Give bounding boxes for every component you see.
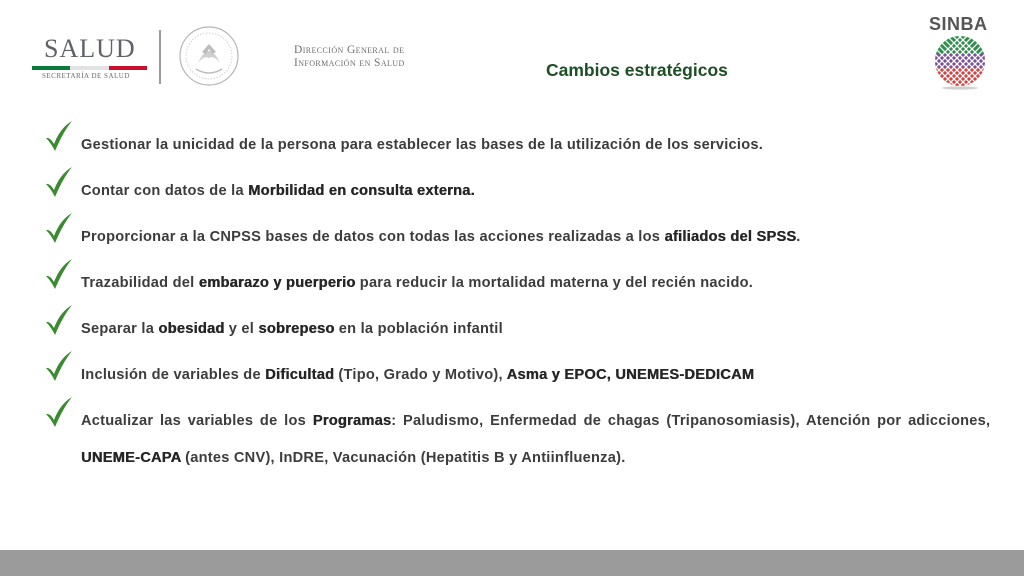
emphasis-text: obesidad [158, 321, 225, 337]
emphasis-text: Asma y EPOC, UNEMES-DEDICAM [506, 367, 755, 383]
emphasis-text: Programas [312, 413, 392, 429]
salud-logo-subtitle: SECRETARÍA DE SALUD [42, 72, 130, 80]
list-item-text [81, 348, 944, 394]
list-item [44, 210, 944, 256]
checkmark-icon [44, 304, 74, 336]
list-item-text [81, 256, 944, 302]
list-item-text [81, 394, 991, 477]
dgis-line-2: Información en Salud [294, 57, 405, 69]
text-run: Proporcionar a la CNPSS bases de datos con todas las acciones realizadas a los [81, 229, 665, 245]
text-run: Actualizar las variables de los [81, 413, 313, 429]
logo-divider [159, 30, 161, 84]
list-item-text [81, 210, 944, 256]
text-run: Contar con datos de la [81, 183, 249, 199]
text-run: Separar la [81, 321, 159, 337]
list-item [44, 256, 944, 302]
salud-logo-stripe [32, 66, 147, 70]
list-item [44, 164, 944, 210]
emphasis-text: embarazo y puerperio [198, 275, 356, 291]
checkmark-icon [44, 396, 74, 428]
list-item-text [81, 118, 944, 164]
text-run: . [796, 229, 801, 245]
list-item [44, 394, 991, 468]
list-item-text-line-2 [81, 440, 944, 477]
dgis-logo [294, 44, 405, 70]
text-run: y el [224, 321, 259, 337]
text-run: (antes CNV), InDRE, Vacunación (Hepatitis B y Antiinfluenza). [180, 450, 626, 466]
salud-logo-word: SALUD [44, 34, 136, 63]
text-run: (Tipo, Grado y Motivo), [334, 367, 507, 383]
list-item [44, 118, 944, 164]
emphasis-text: sobrepeso [258, 321, 335, 337]
footer-band [0, 550, 1024, 576]
dgis-line-1: Dirección General de [294, 44, 405, 56]
page-title: Cambios estratégicos [546, 60, 728, 80]
emphasis-text: Morbilidad en consulta externa. [248, 183, 475, 199]
checkmark-icon [44, 120, 74, 152]
checkmark-icon [44, 350, 74, 382]
checkmark-icon [44, 212, 74, 244]
checkmark-icon [44, 166, 74, 198]
text-run: : Paludismo, Enfermedad de chagas (Tripanosomiasis), Atención por adicciones, [391, 413, 991, 429]
list-item-text [81, 302, 944, 348]
sinba-globe-icon [932, 35, 988, 91]
emphasis-text: afiliados del SPSS [664, 229, 797, 245]
emphasis-text: UNEME-CAPA [81, 450, 181, 466]
list-item [44, 348, 944, 394]
text-run: para reducir la mortalidad materna y del recién nacido. [355, 275, 754, 291]
mexico-seal-icon [178, 25, 240, 87]
list-item [44, 302, 944, 348]
salud-logo [32, 34, 150, 82]
text-run: Inclusión de variables de [81, 367, 266, 383]
strategic-changes-list [44, 118, 991, 468]
sinba-label: SINBA [929, 14, 988, 34]
list-item-text-line-1 [81, 403, 991, 440]
checkmark-icon [44, 258, 74, 290]
emphasis-text: Dificultad [265, 367, 335, 383]
text-run: Trazabilidad del [81, 275, 199, 291]
text-run: en la población infantil [334, 321, 503, 337]
list-item-text [81, 164, 944, 210]
text-run: Gestionar la unicidad de la persona para establecer las bases de la utilización de los servicios. [81, 137, 764, 153]
